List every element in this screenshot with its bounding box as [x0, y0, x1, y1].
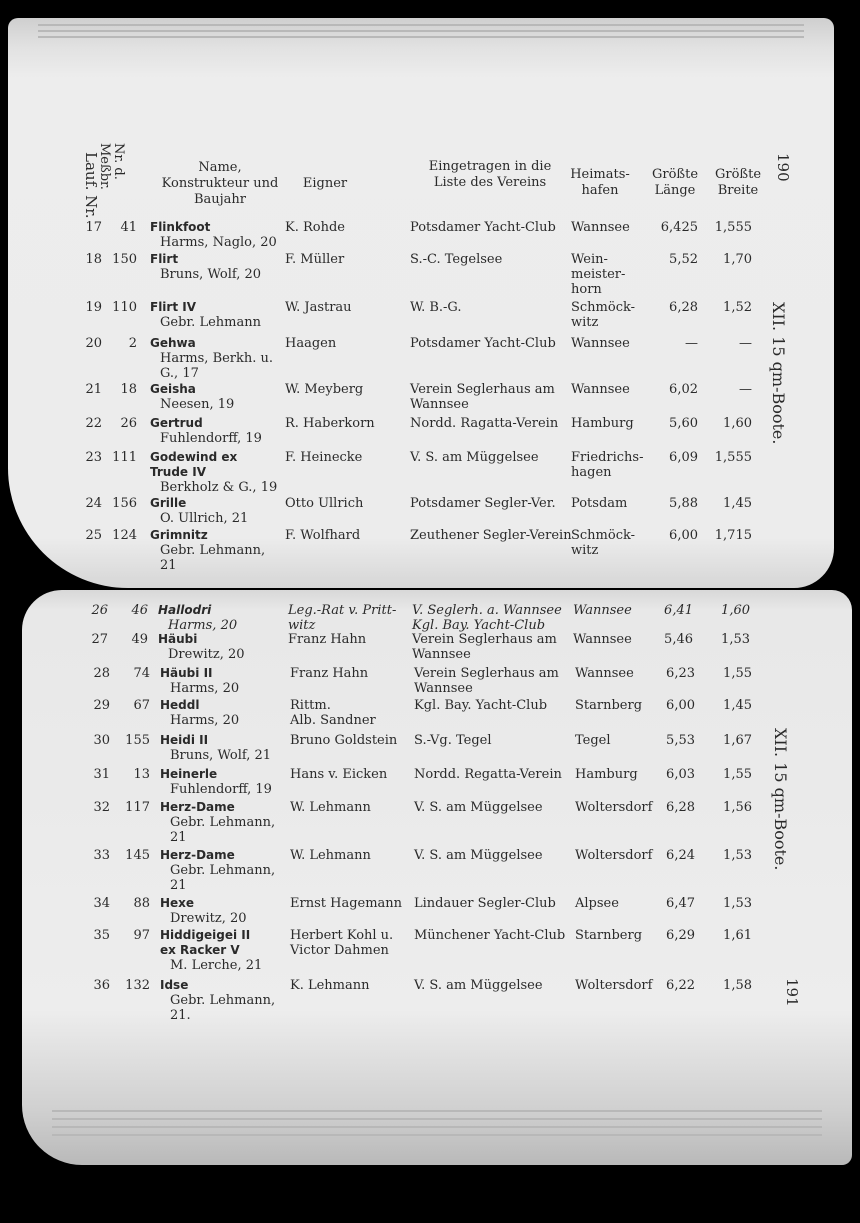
row-breite: 1,55	[723, 666, 752, 681]
header-messbr-nr: Nr. d. Meßbr.	[97, 143, 126, 190]
row-boat-name: Hallodri	[158, 603, 212, 617]
row-boat-name: Herz-Dame	[160, 800, 235, 814]
row-heimatshafen: Wannsee	[571, 382, 630, 397]
row-heimatshafen: Wannsee	[573, 632, 632, 647]
row-breite: 1,53	[721, 632, 750, 647]
row-laenge: 6,28	[669, 300, 698, 315]
header-name: Name, Konstrukteur und Baujahr	[161, 160, 279, 207]
page-edge	[52, 1110, 822, 1112]
row-heimatshafen: Woltersdorf	[575, 800, 653, 815]
row-boat-name: Heidi II	[160, 733, 209, 747]
row-lauf-nr: 34	[93, 896, 110, 911]
row-breite: 1,55	[723, 767, 752, 782]
row-boat-name: Flirt IV	[150, 300, 197, 314]
header-heimatshafen: Heimats- hafen	[570, 167, 630, 198]
row-breite: 1,60	[723, 416, 752, 431]
row-messbr-nr: 150	[112, 252, 137, 267]
row-eigner: F. Heinecke	[285, 450, 363, 465]
row-eigner: Franz Hahn	[290, 666, 369, 681]
row-breite: 1,61	[723, 928, 752, 943]
row-heimatshafen: Friedrichs- hagen	[571, 450, 644, 480]
row-breite: 1,555	[714, 220, 752, 235]
row-messbr-nr: 46	[131, 603, 148, 618]
row-verein: Lindauer Segler-Club	[414, 896, 556, 911]
row-laenge: 6,24	[666, 848, 695, 863]
row-eigner: Rittm. Alb. Sandner	[290, 698, 376, 728]
row-messbr-nr: 145	[125, 848, 150, 863]
row-eigner: W. Jastrau	[285, 300, 352, 315]
row-boat-name: Hexe	[160, 896, 195, 910]
row-messbr-nr: 117	[125, 800, 150, 815]
row-messbr-nr: 97	[133, 928, 150, 943]
row-konstrukteur: Gebr. Lehmann, 21	[160, 543, 266, 573]
row-boat-name: Grimnitz	[150, 528, 208, 542]
row-verein: V. Seglerh. a. Wannsee Kgl. Bay. Yacht-Club	[412, 603, 562, 633]
row-messbr-nr: 13	[133, 767, 150, 782]
row-boat-name: Herz-Dame	[160, 848, 235, 862]
header-eingetragen: Eingetragen in die Liste des Vereins	[428, 159, 552, 190]
row-verein: Verein Seglerhaus am Wannsee	[410, 382, 555, 412]
row-laenge: 5,88	[669, 496, 698, 511]
row-heimatshafen: Hamburg	[571, 416, 634, 431]
row-lauf-nr: 25	[85, 528, 102, 543]
row-breite: 1,45	[723, 496, 752, 511]
row-boat-name: Flinkfoot	[150, 220, 211, 234]
side-title-bottom: XII. 15 qm-Boote.	[771, 728, 790, 871]
row-eigner: W. Lehmann	[290, 848, 371, 863]
page-number-bottom: 191	[783, 978, 801, 1007]
row-eigner: Franz Hahn	[288, 632, 367, 647]
header-lauf-nr: Lauf. Nr.	[82, 152, 100, 219]
row-konstrukteur: Berkholz & G., 19	[160, 480, 278, 495]
row-eigner: F. Wolfhard	[285, 528, 361, 543]
row-laenge: 6,425	[660, 220, 698, 235]
row-breite: 1,58	[723, 978, 752, 993]
row-laenge: 6,03	[666, 767, 695, 782]
row-boat-name: Gehwa	[150, 336, 196, 350]
header-breite: Größte Breite	[714, 167, 762, 198]
row-heimatshafen: Wein- meister- horn	[571, 252, 626, 297]
row-laenge: 6,29	[666, 928, 695, 943]
row-heimatshafen: Potsdam	[571, 496, 628, 511]
row-messbr-nr: 124	[112, 528, 137, 543]
row-eigner: Bruno Goldstein	[290, 733, 398, 748]
row-boat-name: Heinerle	[160, 767, 218, 781]
row-boat-name: Geisha	[150, 382, 196, 396]
row-lauf-nr: 19	[85, 300, 102, 315]
row-boat-name: Hiddigeigei II ex Racker V	[160, 928, 251, 957]
side-title-top: XII. 15 qm-Boote.	[769, 302, 788, 445]
row-heimatshafen: Hamburg	[575, 767, 638, 782]
row-konstrukteur: Fuhlendorff, 19	[160, 431, 262, 446]
row-konstrukteur: O. Ullrich, 21	[160, 511, 249, 526]
row-verein: Potsdamer Yacht-Club	[410, 220, 556, 235]
row-breite: 1,53	[723, 848, 752, 863]
header-laenge: Größte Länge	[651, 167, 699, 198]
row-konstrukteur: Drewitz, 20	[170, 911, 247, 926]
row-eigner: K. Lehmann	[290, 978, 370, 993]
row-konstrukteur: Harms, 20	[168, 618, 238, 633]
row-eigner: Leg.-Rat v. Pritt- witz	[288, 603, 397, 633]
row-lauf-nr: 23	[85, 450, 102, 465]
row-messbr-nr: 88	[133, 896, 150, 911]
row-laenge: 5,53	[666, 733, 695, 748]
row-lauf-nr: 33	[93, 848, 110, 863]
row-verein: Münchener Yacht-Club	[414, 928, 566, 943]
row-laenge: 5,60	[669, 416, 698, 431]
row-lauf-nr: 31	[93, 767, 110, 782]
page-edge	[38, 36, 804, 38]
row-verein: Potsdamer Segler-Ver.	[410, 496, 556, 511]
row-lauf-nr: 35	[93, 928, 110, 943]
row-messbr-nr: 156	[112, 496, 137, 511]
row-eigner: Otto Ullrich	[285, 496, 364, 511]
row-boat-name: Flirt	[150, 252, 179, 266]
row-lauf-nr: 26	[91, 603, 108, 618]
row-heimatshafen: Schmöck- witz	[571, 528, 636, 558]
row-heimatshafen: Wannsee	[575, 666, 634, 681]
row-lauf-nr: 30	[93, 733, 110, 748]
row-boat-name: Idse	[160, 978, 189, 992]
row-laenge: 6,41	[664, 603, 693, 618]
row-messbr-nr: 110	[112, 300, 137, 315]
row-konstrukteur: Gebr. Lehmann	[160, 315, 261, 330]
row-messbr-nr: 41	[120, 220, 137, 235]
row-verein: V. S. am Müggelsee	[414, 978, 543, 993]
row-messbr-nr: 111	[112, 450, 137, 465]
row-eigner: Haagen	[285, 336, 337, 351]
row-heimatshafen: Wannsee	[571, 336, 630, 351]
page-edge	[52, 1134, 822, 1136]
row-messbr-nr: 26	[120, 416, 137, 431]
row-verein: Verein Seglerhaus am Wannsee	[414, 666, 559, 696]
row-messbr-nr: 67	[133, 698, 150, 713]
row-konstrukteur: Harms, 20	[170, 681, 240, 696]
row-verein: V. S. am Müggelsee	[414, 848, 543, 863]
row-breite: 1,60	[721, 603, 750, 618]
row-breite: —	[739, 336, 752, 351]
row-konstrukteur: Bruns, Wolf, 21	[170, 748, 272, 763]
row-verein: Potsdamer Yacht-Club	[410, 336, 556, 351]
row-messbr-nr: 74	[133, 666, 150, 681]
page-edge	[38, 24, 804, 26]
row-messbr-nr: 18	[120, 382, 137, 397]
row-breite: 1,715	[714, 528, 752, 543]
row-heimatshafen: Woltersdorf	[575, 848, 653, 863]
row-breite: 1,56	[723, 800, 752, 815]
row-breite: 1,53	[723, 896, 752, 911]
row-lauf-nr: 29	[93, 698, 110, 713]
row-konstrukteur: Gebr. Lehmann, 21.	[170, 993, 276, 1023]
row-verein: Zeuthener Segler-Verein	[410, 528, 572, 543]
row-heimatshafen: Wannsee	[571, 220, 630, 235]
row-laenge: 6,28	[666, 800, 695, 815]
row-laenge: 5,52	[669, 252, 698, 267]
row-konstrukteur: Neesen, 19	[160, 397, 235, 412]
row-lauf-nr: 21	[85, 382, 102, 397]
row-konstrukteur: Fuhlendorff, 19	[170, 782, 272, 797]
page-edge	[38, 30, 804, 32]
row-lauf-nr: 18	[85, 252, 102, 267]
row-eigner: Herbert Kohl u. Victor Dahmen	[290, 928, 394, 958]
row-konstrukteur: Drewitz, 20	[168, 647, 245, 662]
row-eigner: W. Meyberg	[285, 382, 364, 397]
row-laenge: 6,22	[666, 978, 695, 993]
row-heimatshafen: Starnberg	[575, 928, 643, 943]
row-verein: W. B.-G.	[410, 300, 462, 315]
row-laenge: 5,46	[664, 632, 693, 647]
row-verein: S.-C. Tegelsee	[410, 252, 503, 267]
row-verein: Nordd. Ragatta-Verein	[410, 416, 559, 431]
row-heimatshafen: Alpsee	[575, 896, 619, 911]
header-eigner: Eigner	[302, 176, 348, 191]
row-laenge: 6,00	[666, 698, 695, 713]
page-edge	[52, 1118, 822, 1120]
row-konstrukteur: Harms, 20	[170, 713, 240, 728]
row-konstrukteur: Harms, Naglo, 20	[160, 235, 277, 250]
row-verein: Nordd. Regatta-Verein	[414, 767, 562, 782]
row-heimatshafen: Tegel	[575, 733, 611, 748]
row-konstrukteur: Gebr. Lehmann, 21	[170, 815, 276, 845]
row-messbr-nr: 49	[131, 632, 148, 647]
row-heimatshafen: Woltersdorf	[575, 978, 653, 993]
row-messbr-nr: 132	[125, 978, 150, 993]
row-konstrukteur: Bruns, Wolf, 20	[160, 267, 262, 282]
row-laenge: 6,47	[666, 896, 695, 911]
row-boat-name: Häubi II	[160, 666, 213, 680]
row-boat-name: Häubi	[158, 632, 198, 646]
row-eigner: R. Haberkorn	[285, 416, 375, 431]
row-lauf-nr: 17	[85, 220, 102, 235]
row-konstrukteur: Gebr. Lehmann, 21	[170, 863, 276, 893]
row-breite: 1,45	[723, 698, 752, 713]
row-laenge: 6,02	[669, 382, 698, 397]
row-breite: 1,52	[723, 300, 752, 315]
row-eigner: K. Rohde	[285, 220, 345, 235]
page-number-top: 190	[774, 153, 792, 182]
row-verein: Verein Seglerhaus am Wannsee	[412, 632, 557, 662]
row-heimatshafen: Starnberg	[575, 698, 643, 713]
row-eigner: Hans v. Eicken	[290, 767, 388, 782]
row-laenge: 6,23	[666, 666, 695, 681]
row-laenge: —	[685, 336, 698, 351]
row-breite: 1,67	[723, 733, 752, 748]
row-messbr-nr: 155	[125, 733, 150, 748]
row-boat-name: Grille	[150, 496, 187, 510]
row-boat-name: Heddl	[160, 698, 200, 712]
row-lauf-nr: 27	[91, 632, 108, 647]
row-eigner: F. Müller	[285, 252, 345, 267]
page-edge	[52, 1126, 822, 1128]
row-eigner: W. Lehmann	[290, 800, 371, 815]
row-lauf-nr: 24	[85, 496, 102, 511]
row-konstrukteur: M. Lerche, 21	[170, 958, 263, 973]
row-eigner: Ernst Hagemann	[290, 896, 403, 911]
row-lauf-nr: 32	[93, 800, 110, 815]
row-verein: Kgl. Bay. Yacht-Club	[414, 698, 548, 713]
row-konstrukteur: Harms, Berkh. u. G., 17	[160, 351, 274, 381]
row-boat-name: Godewind ex Trude IV	[150, 450, 238, 479]
row-heimatshafen: Schmöck- witz	[571, 300, 636, 330]
row-boat-name: Gertrud	[150, 416, 203, 430]
row-verein: V. S. am Müggelsee	[410, 450, 539, 465]
row-verein: S.-Vg. Tegel	[414, 733, 492, 748]
row-lauf-nr: 28	[93, 666, 110, 681]
row-lauf-nr: 22	[85, 416, 102, 431]
row-verein: V. S. am Müggelsee	[414, 800, 543, 815]
row-lauf-nr: 20	[85, 336, 102, 351]
row-breite: 1,555	[714, 450, 752, 465]
row-laenge: 6,00	[669, 528, 698, 543]
row-breite: 1,70	[723, 252, 752, 267]
row-heimatshafen: Wannsee	[573, 603, 632, 618]
row-messbr-nr: 2	[128, 336, 137, 351]
row-breite: —	[739, 382, 752, 397]
row-lauf-nr: 36	[93, 978, 110, 993]
row-laenge: 6,09	[669, 450, 698, 465]
